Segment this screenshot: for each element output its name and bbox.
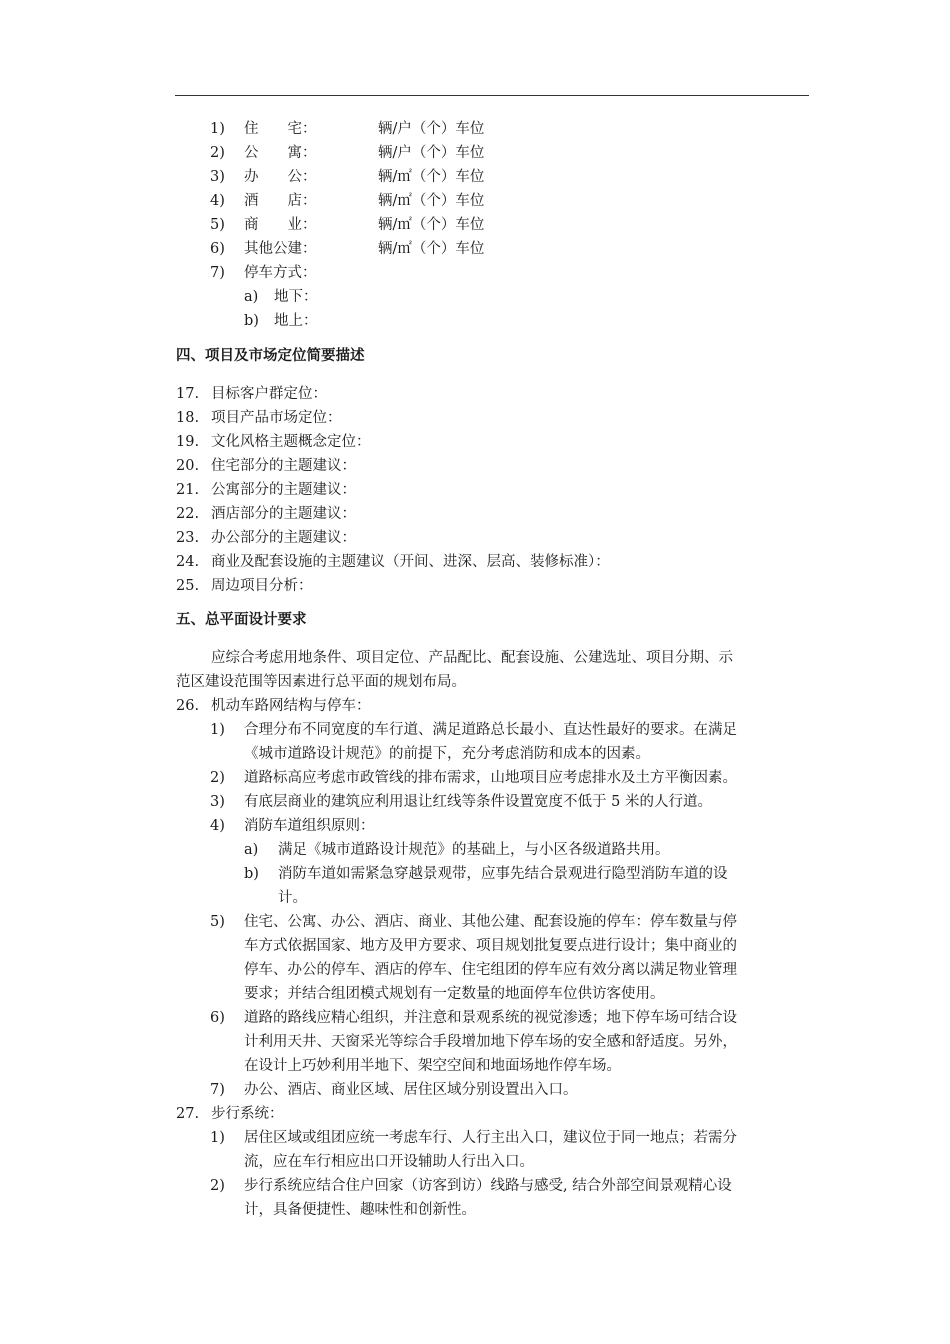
list-unit: 辆/㎡（个）车位 [378, 193, 485, 209]
sublist-number: 2) [210, 1178, 225, 1194]
sublist-line: 计利用天井、天窗采光等综合手段增加地下停车场的安全感和舒适度。另外， [244, 1034, 737, 1050]
list-item: 步行系统： [211, 1106, 284, 1122]
sublist-number: 6) [210, 1010, 225, 1026]
list-number: 2) [210, 145, 225, 161]
list-label: 办 公： [244, 169, 317, 185]
list-number: 23. [176, 530, 200, 546]
list-item: 商业及配套设施的主题建议（开间、进深、层高、装修标准）： [211, 554, 610, 570]
sublist-number: 1) [210, 1130, 225, 1146]
sublist-number: 7) [210, 1082, 225, 1098]
list-number: 7) [210, 265, 225, 281]
list-number: 19. [176, 434, 200, 450]
sublist-line: 住宅、公寓、办公、酒店、商业、其他公建、配套设施的停车：停车数量与停 [244, 914, 737, 930]
list-item: 项目产品市场定位： [211, 410, 342, 426]
sublist-line: 流，应在车行相应出口开设辅助人行出入口。 [244, 1154, 534, 1170]
sublist-line: 停车、办公的停车、酒店的停车、住宅组团的停车应有效分离以满足物业管理 [244, 962, 737, 978]
list-label: 公 寓： [244, 145, 317, 161]
subsublist-line: 计。 [278, 890, 307, 906]
list-number: 18. [176, 410, 200, 426]
sublist-line: 有底层商业的建筑应利用退让红线等条件设置宽度不低于 5 米的人行道。 [244, 794, 712, 810]
sublist-line: 居住区域或组团应统一考虑车行、人行主出入口，建议位于同一地点；若需分 [244, 1130, 737, 1146]
sublist-number: 2) [210, 770, 225, 786]
list-label: 其他公建： [244, 241, 317, 257]
list-number: 6) [210, 241, 225, 257]
list-label: 住 宅： [244, 121, 317, 137]
section-heading: 五、总平面设计要求 [176, 611, 307, 628]
list-number: 1) [210, 121, 225, 137]
list-unit: 辆/㎡（个）车位 [378, 169, 485, 185]
sublist-label: 地下： [274, 289, 318, 305]
list-item: 酒店部分的主题建议： [211, 506, 356, 522]
list-label: 酒 店： [244, 193, 317, 209]
list-number: 24. [176, 554, 200, 570]
header-rule [175, 95, 809, 96]
paragraph-line: 范区建设范围等因素进行总平面的规划布局。 [176, 674, 466, 690]
subsublist-number: a) [244, 842, 259, 858]
sublist-line: 道路的路线应精心组织，并注意和景观系统的视觉渗透；地下停车场可结合设 [244, 1010, 737, 1026]
list-number: 25. [176, 578, 200, 594]
list-number: 27. [176, 1106, 200, 1122]
list-item: 周边项目分析： [211, 578, 313, 594]
list-item: 办公部分的主题建议： [211, 530, 356, 546]
list-item: 公寓部分的主题建议： [211, 482, 356, 498]
sublist-number: 4) [210, 818, 225, 834]
sublist-line: 消防车道组织原则： [244, 818, 375, 834]
list-item: 文化风格主题概念定位： [211, 434, 371, 450]
list-number: 22. [176, 506, 200, 522]
list-number: 17. [176, 386, 200, 402]
list-number: 26. [176, 698, 200, 714]
list-unit: 辆/㎡（个）车位 [378, 217, 485, 233]
list-number: 5) [210, 217, 225, 233]
sublist-number: a) [244, 289, 259, 305]
sublist-line: 在设计上巧妙利用半地下、架空空间和地面场地作停车场。 [244, 1058, 621, 1074]
sublist-line: 车方式依据国家、地方及甲方要求、项目规划批复要点进行设计；集中商业的 [244, 938, 737, 954]
sublist-number: 5) [210, 914, 225, 930]
sublist-number: 1) [210, 722, 225, 738]
section-heading: 四、项目及市场定位简要描述 [176, 347, 365, 364]
list-label: 商 业： [244, 217, 317, 233]
sublist-line: 《城市道路设计规范》的前提下，充分考虑消防和成本的因素。 [244, 746, 650, 762]
list-unit: 辆/户（个）车位 [378, 145, 485, 161]
list-number: 4) [210, 193, 225, 209]
sublist-line: 办公、酒店、商业区域、居住区域分别设置出入口。 [244, 1082, 578, 1098]
list-label: 停车方式： [244, 265, 317, 281]
list-unit: 辆/㎡（个）车位 [378, 241, 485, 257]
list-number: 21. [176, 482, 200, 498]
list-item: 目标客户群定位： [211, 386, 327, 402]
sublist-line: 计，具备便捷性、趣味性和创新性。 [244, 1202, 476, 1218]
paragraph-line: 应综合考虑用地条件、项目定位、产品配比、配套设施、公建选址、项目分期、示 [211, 650, 733, 666]
subsublist-line: 消防车道如需紧急穿越景观带，应事先结合景观进行隐型消防车道的设 [278, 866, 728, 882]
list-unit: 辆/户（个）车位 [378, 121, 485, 137]
subsublist-line: 满足《城市道路设计规范》的基础上，与小区各级道路共用。 [278, 842, 670, 858]
sublist-line: 要求；并结合组团模式规划有一定数量的地面停车位供访客使用。 [244, 986, 665, 1002]
list-number: 3) [210, 169, 225, 185]
sublist-line: 道路标高应考虑市政管线的排布需求，山地项目应考虑排水及土方平衡因素。 [244, 770, 737, 786]
sublist-label: 地上： [274, 313, 318, 329]
list-item: 住宅部分的主题建议： [211, 458, 356, 474]
subsublist-number: b) [244, 866, 259, 882]
sublist-number: b) [244, 313, 259, 329]
sublist-line: 步行系统应结合住户回家（访客到访）线路与感受, 结合外部空间景观精心设 [244, 1178, 732, 1194]
list-item: 机动车路网结构与停车： [211, 698, 371, 714]
list-number: 20. [176, 458, 200, 474]
sublist-line: 合理分布不同宽度的车行道、满足道路总长最小、直达性最好的要求。在满足 [244, 722, 737, 738]
sublist-number: 3) [210, 794, 225, 810]
